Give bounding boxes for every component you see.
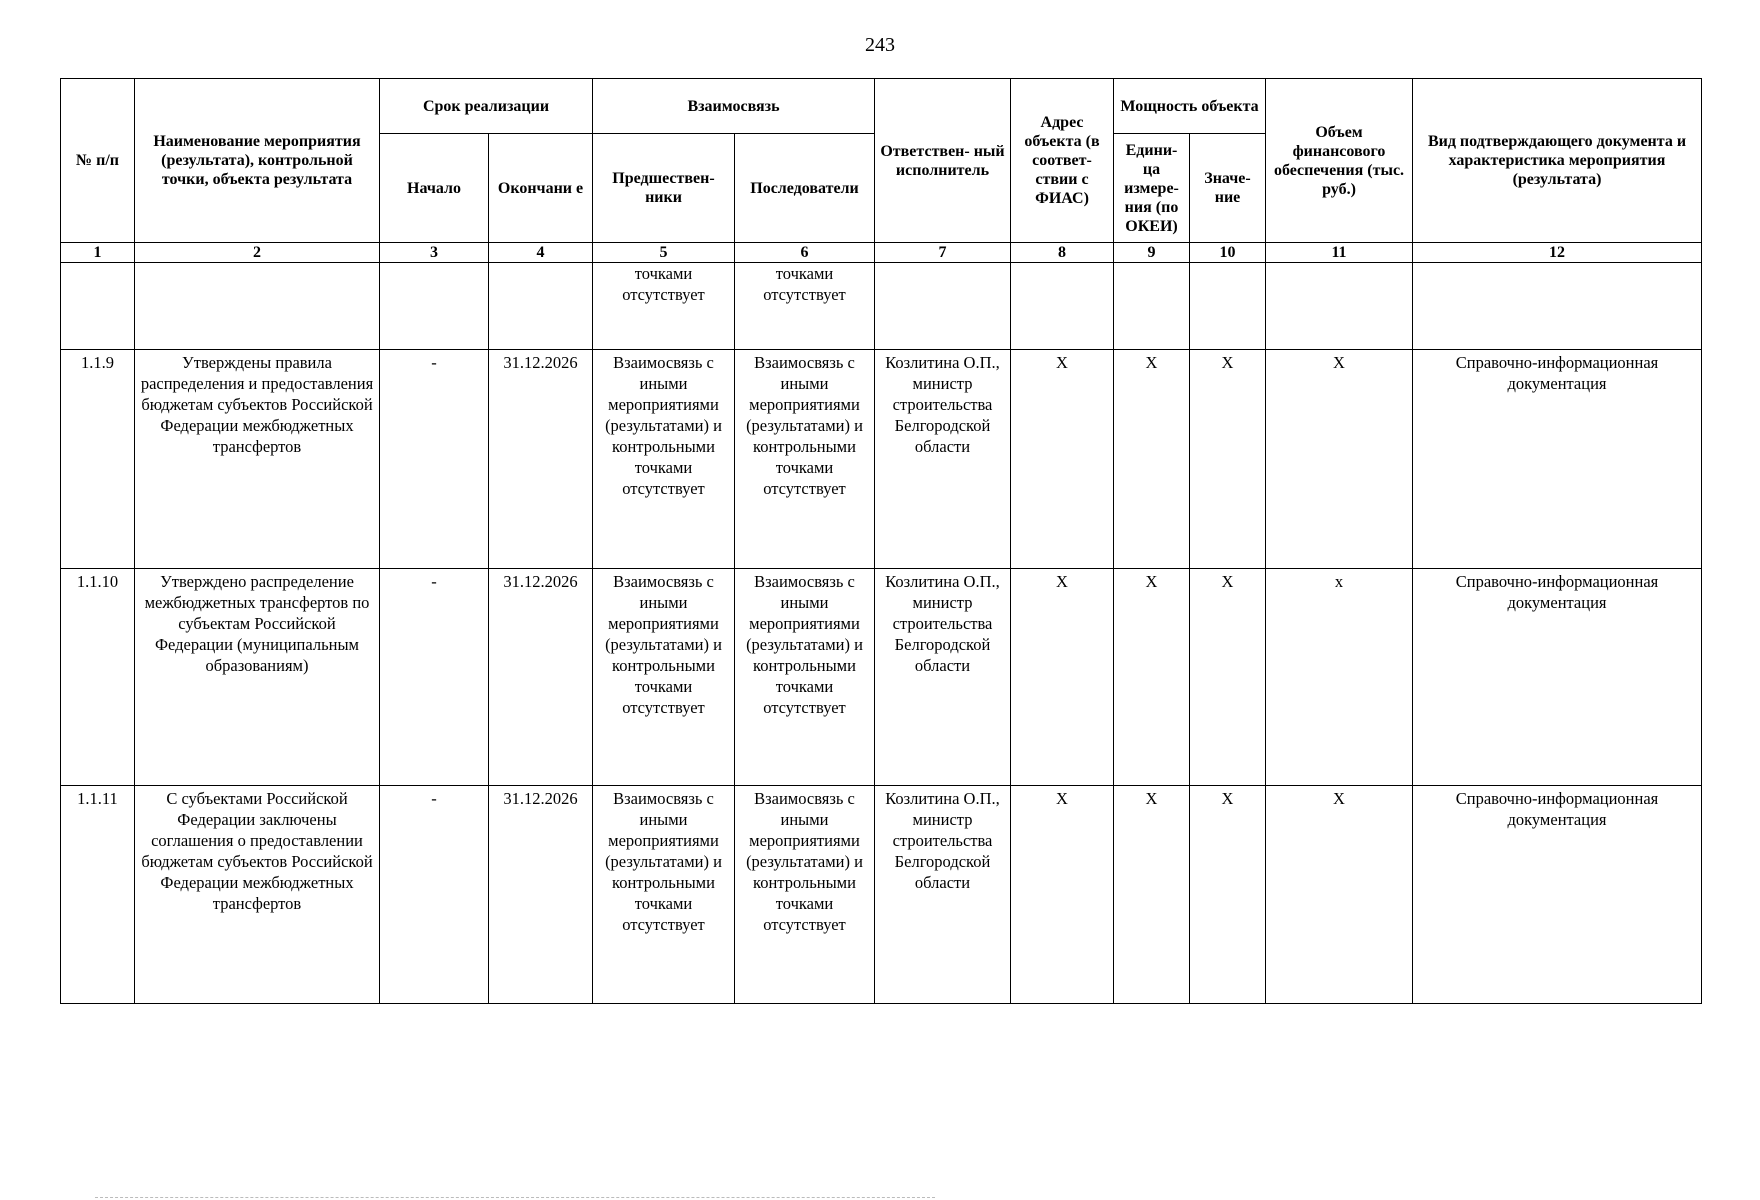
cell-end: 31.12.2026 <box>489 569 593 786</box>
cell-doc-type: Справочно-информационная документация <box>1413 350 1702 569</box>
cell-unit: X <box>1114 350 1190 569</box>
table-row <box>61 786 1702 1004</box>
cell-doc-type: Справочно-информационная документация <box>1413 569 1702 786</box>
column-number: 2 <box>135 243 380 263</box>
column-number: 4 <box>489 243 593 263</box>
header-doc: Вид подтверждающего документа и характеристика мероприятия (результата) <box>1413 79 1702 243</box>
column-number: 12 <box>1413 243 1702 263</box>
cell-value: X <box>1190 786 1266 1004</box>
column-number: 6 <box>735 243 875 263</box>
cell-finance: x <box>1266 569 1413 786</box>
cell-successors: Взаимосвязь с иными мероприятиями (результатами) и контрольными точками отсутствует <box>735 569 875 786</box>
cell-responsible: Козлитина О.П., министр строительства Белгородской области <box>875 569 1011 786</box>
cell-start: - <box>380 569 489 786</box>
column-number: 8 <box>1011 243 1114 263</box>
cell-finance: X <box>1266 350 1413 569</box>
cell-name: Утверждены правила распределения и предоставления бюджетам субъектов Российской Федерации межбюджетных трансфертов <box>135 350 380 569</box>
cell-unit: X <box>1114 786 1190 1004</box>
cell-responsible: Козлитина О.П., министр строительства Белгородской области <box>875 786 1011 1004</box>
cell-address: X <box>1011 350 1114 569</box>
plan-table <box>60 78 1702 1004</box>
column-number: 1 <box>61 243 135 263</box>
cell-address: X <box>1011 786 1114 1004</box>
table-header <box>61 79 1702 263</box>
column-number: 3 <box>380 243 489 263</box>
header-link-group: Взаимосвязь <box>593 79 875 134</box>
header-value: Значе- ние <box>1190 134 1266 243</box>
cell-predecessors: Взаимосвязь с иными мероприятиями (результатами) и контрольными точками отсутствует <box>593 350 735 569</box>
cell-no: 1.1.10 <box>61 569 135 786</box>
header-no: № п/п <box>61 79 135 243</box>
page-number: 243 <box>865 34 895 56</box>
column-number: 5 <box>593 243 735 263</box>
cell-responsible: Козлитина О.П., министр строительства Белгородской области <box>875 350 1011 569</box>
header-finance: Объем финансового обеспечения (тыс. руб.) <box>1266 79 1413 243</box>
cell-end: 31.12.2026 <box>489 350 593 569</box>
cell-start: - <box>380 350 489 569</box>
header-start: Начало <box>380 134 489 243</box>
header-end: Окончани е <box>489 134 593 243</box>
header-term-group: Срок реализации <box>380 79 593 134</box>
cell-predecessors: Взаимосвязь с иными мероприятиями (результатами) и контрольными точками отсутствует <box>593 786 735 1004</box>
header-predecessors: Предшествен- ники <box>593 134 735 243</box>
cell-doc-type: Справочно-информационная документация <box>1413 786 1702 1004</box>
cell-successors: точками отсутствует <box>735 263 875 350</box>
header-power-group: Мощность объекта <box>1114 79 1266 134</box>
cell-no: 1.1.11 <box>61 786 135 1004</box>
header-successors: Последователи <box>735 134 875 243</box>
cell-start: - <box>380 786 489 1004</box>
table-row <box>61 569 1702 786</box>
cell-predecessors: Взаимосвязь с иными мероприятиями (результатами) и контрольными точками отсутствует <box>593 569 735 786</box>
cell-value: X <box>1190 569 1266 786</box>
cell-name: С субъектами Российской Федерации заключены соглашения о предоставлении бюджетам субъектов Российской Федерации межбюджетных трансфертов <box>135 786 380 1004</box>
header-responsible: Ответствен- ный исполнитель <box>875 79 1011 243</box>
cell-address: X <box>1011 569 1114 786</box>
column-number: 7 <box>875 243 1011 263</box>
cell-no: 1.1.9 <box>61 350 135 569</box>
header-unit: Едини- ца измере- ния (по ОКЕИ) <box>1114 134 1190 243</box>
cell-successors: Взаимосвязь с иными мероприятиями (результатами) и контрольными точками отсутствует <box>735 350 875 569</box>
cell-finance: X <box>1266 786 1413 1004</box>
column-number: 11 <box>1266 243 1413 263</box>
cell-end: 31.12.2026 <box>489 786 593 1004</box>
column-number: 9 <box>1114 243 1190 263</box>
header-address: Адрес объекта (в соответ- ствии с ФИАС) <box>1011 79 1114 243</box>
footer-divider <box>95 1197 935 1199</box>
table-row <box>61 350 1702 569</box>
continuation-row <box>61 263 1702 350</box>
cell-predecessors: точками отсутствует <box>593 263 735 350</box>
column-number-row <box>61 243 1702 263</box>
cell-successors: Взаимосвязь с иными мероприятиями (результатами) и контрольными точками отсутствует <box>735 786 875 1004</box>
column-number: 10 <box>1190 243 1266 263</box>
cell-value: X <box>1190 350 1266 569</box>
cell-unit: X <box>1114 569 1190 786</box>
header-name: Наименование мероприятия (результата), контрольной точки, объекта результата <box>135 79 380 243</box>
cell-name: Утверждено распределение межбюджетных трансфертов по субъектам Российской Федерации (муниципальным образованиям) <box>135 569 380 786</box>
